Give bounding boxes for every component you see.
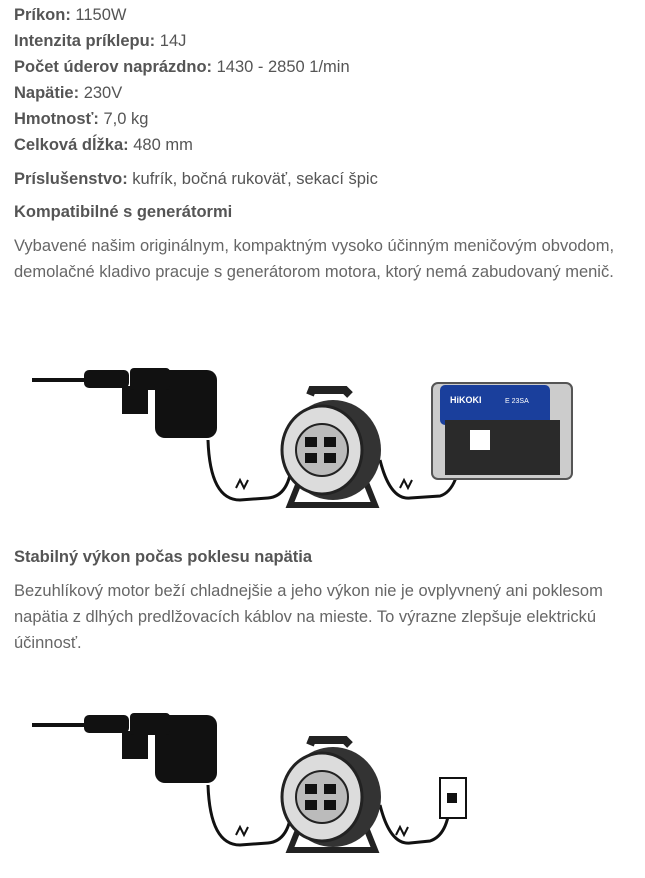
spec-power [14,2,126,28]
generator-brand-label: HiKOKI [450,395,482,405]
section-title-generators: Kompatibilné s generátormi [14,203,233,221]
spec-label: Celková dĺžka: [14,136,129,154]
spec-blows [14,54,350,80]
demolition-hammer-icon [32,368,217,438]
spec-length [14,132,193,158]
spec-value: 14J [155,32,187,50]
spec-weight [14,106,148,132]
spec-impact [14,28,186,54]
generator-model-label: E 23SA [505,398,529,405]
section-text-generators: Vybavené našim originálnym, kompaktným vysoko účinným meničovým obvodom, demolačné kladivo pracuje s generátorom motora, ktorý nemá zabudovaný menič. [14,237,615,281]
spec-label: Počet úderov naprázdno: [14,58,213,76]
generator-icon [432,383,572,479]
spec-label: Príslušenstvo: [14,170,128,188]
cable-reel-icon [282,740,381,850]
generator-illustration [0,350,645,520]
wall-socket-icon [440,778,466,818]
spec-label: Intenzita príklepu: [14,32,156,50]
spec-value: 230V [79,84,123,102]
demolition-hammer-icon [32,713,217,783]
spec-value: 1150W [70,6,127,24]
spec-value: 7,0 kg [98,110,149,128]
section-title-voltage: Stabilný výkon počas poklesu napätia [14,548,313,566]
spec-value: 480 mm [128,136,193,154]
cable-reel-icon [282,390,381,505]
section-text-voltage: Bezuhlíkový motor beží chladnejšie a jeho výkon nie je ovplyvnený ani poklesom napätia z dlhých predlžovacích káblov na mieste. To výrazne zlepšuje elektrickú účinnosť. [14,582,603,652]
spec-voltage [14,80,122,106]
spec-accessories [14,166,378,192]
spec-value: kufrík, bočná rukoväť, sekací špic [127,170,378,188]
socket-illustration [0,700,645,870]
spec-label: Napätie: [14,84,80,102]
spec-label: Príkon: [14,6,71,24]
spec-value: 1430 - 2850 1/min [212,58,350,76]
spec-label: Hmotnosť: [14,110,99,128]
